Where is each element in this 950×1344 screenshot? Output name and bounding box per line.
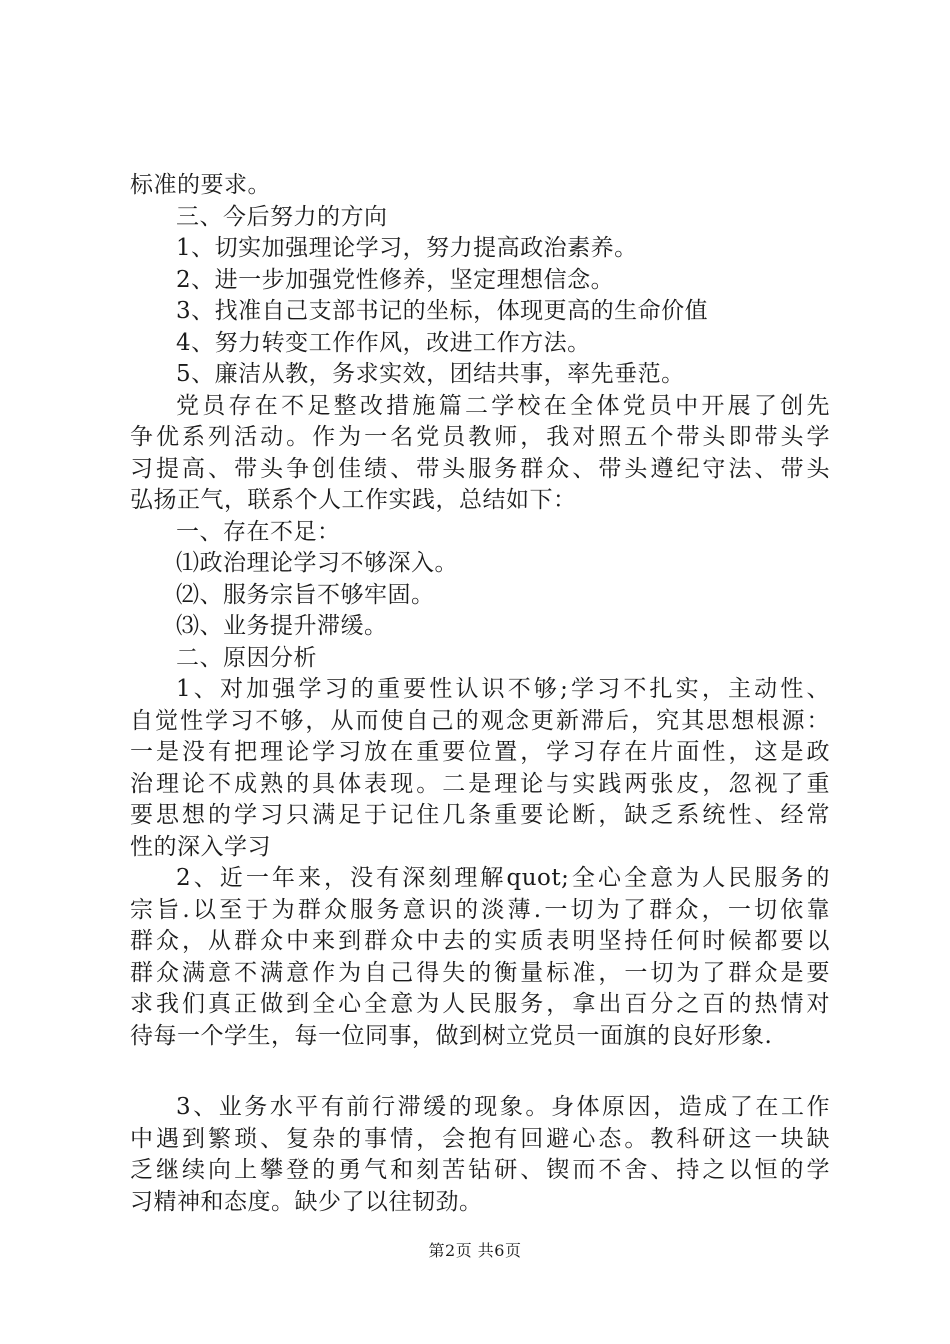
section-heading-future-direction: 三、今后努力的方向: [176, 203, 388, 230]
list-item: ⑶、业务提升滞缓。: [176, 613, 388, 639]
text-line: 群众，从群众中来到群众中去的实质表明坚持任何时候都要以: [130, 928, 830, 954]
text-line: 一是没有把理论学习放在重要位置，学习存在片面性，这是政: [130, 739, 830, 765]
text-line: 性的深入学习: [130, 833, 271, 860]
section-heading-shortcomings: 一、存在不足：: [176, 518, 341, 545]
text-line: 要思想的学习只满足于记住几条重要论断，缺乏系统性、经常: [130, 802, 830, 828]
section-heading-cause-analysis: 二、原因分析: [176, 644, 317, 671]
text-line: 标准的要求。: [130, 172, 271, 198]
text-line: 宗旨.以至于为群众服务意识的淡薄.一切为了群众，一切依靠: [130, 896, 830, 923]
text-line: 2、近一年来，没有深刻理解quot;全心全意为人民服务的: [176, 865, 830, 891]
text-line: 习精神和态度。缺少了以往韧劲。: [130, 1188, 483, 1215]
text-line: 1、对加强学习的重要性认识不够;学习不扎实，主动性、: [176, 676, 830, 702]
text-line: 中遇到繁琐、复杂的事情，会抱有回避心态。教科研这一块缺: [130, 1125, 830, 1152]
text-line: 群众满意不满意作为自己得失的衡量标准，一切为了群众是要: [130, 959, 830, 986]
text-line: 乏继续向上攀登的勇气和刻苦钻研、锲而不舍、持之以恒的学: [130, 1157, 830, 1183]
list-item: ⑵、服务宗旨不够牢固。: [176, 581, 435, 608]
list-item: 3、找准自己支部书记的坐标，体现更高的生命价值: [176, 298, 709, 324]
list-item: 2、进一步加强党性修养，坚定理想信念。: [176, 266, 615, 293]
list-item: 4、努力转变工作作风，改进工作方法。: [176, 329, 591, 356]
text-line: 自觉性学习不够，从而使自己的观念更新滞后，究其思想根源：: [130, 707, 830, 734]
text-line: 待每一个学生，每一位同事，做到树立党员一面旗的良好形象.: [130, 1022, 773, 1049]
text-line: 争优系列活动。作为一名党员教师，我对照五个带头即带头学: [130, 424, 830, 450]
page-number-footer: 第2页 共6页: [428, 1241, 522, 1260]
list-item: 1、切实加强理论学习，努力提高政治素养。: [176, 235, 638, 261]
list-item: 5、廉洁从教，务求实效，团结共事，率先垂范。: [176, 361, 685, 387]
document-body: [130, 170, 830, 1218]
text-line: 党员存在不足整改措施篇二学校在全体党员中开展了创先: [176, 392, 830, 419]
list-item: ⑴政治理论学习不够深入。: [176, 550, 458, 576]
text-line: 3、业务水平有前行滞缓的现象。身体原因，造成了在工作: [176, 1094, 830, 1120]
paragraph-gap: [130, 1052, 830, 1092]
text-line: 弘扬正气，联系个人工作实践，总结如下：: [130, 487, 577, 513]
text-line: 求我们真正做到全心全意为人民服务，拿出百分之百的热情对: [130, 991, 830, 1017]
text-line: 习提高、带头争创佳绩、带头服务群众、带头遵纪守法、带头: [130, 455, 830, 482]
text-line: 治理论不成熟的具体表现。二是理论与实践两张皮，忽视了重: [130, 770, 830, 797]
